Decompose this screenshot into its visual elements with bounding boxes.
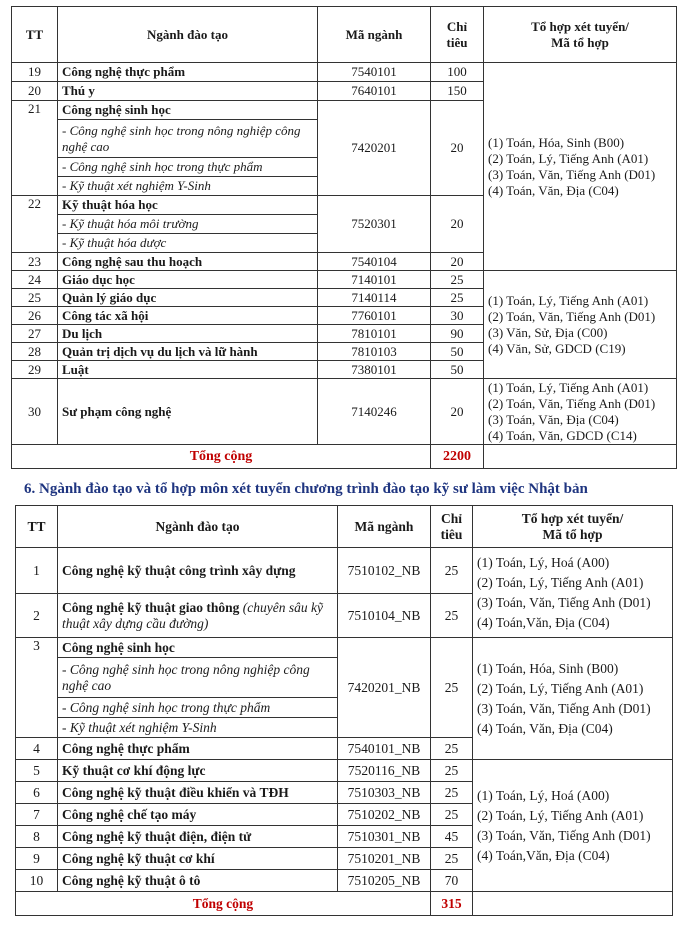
combo-line: (3) Toán, Văn, Tiếng Anh (D01)	[477, 827, 651, 843]
row-sub-major: - Kỹ thuật hóa dược	[58, 234, 318, 253]
row-code: 7420201	[318, 101, 431, 196]
row-tt: 19	[12, 63, 58, 82]
row-quota: 20	[431, 253, 484, 271]
row-tt: 9	[16, 848, 58, 870]
combo-line: (2) Toán, Văn, Tiếng Anh (D01)	[488, 395, 656, 411]
row-quota: 90	[431, 325, 484, 343]
row-major-name: Sư phạm công nghệ	[58, 379, 318, 445]
table-row	[16, 760, 673, 782]
row-tt: 26	[12, 307, 58, 325]
admissions-table-1	[11, 6, 677, 469]
combo-line: (1) Toán, Lý, Hoá (A00)	[477, 554, 610, 570]
combo-cell	[484, 271, 677, 379]
header-combo-line2: Mã tổ hợp	[551, 34, 609, 50]
row-quota: 45	[431, 826, 473, 848]
row-quota: 25	[431, 271, 484, 289]
row-quota: 25	[431, 548, 473, 594]
col-header-tt: TT	[16, 506, 58, 548]
row-major-name: Công nghệ sinh học	[58, 101, 318, 120]
header-quota-line2: tiêu	[446, 34, 468, 50]
row-major-name: Công nghệ kỹ thuật công trình xây dựng	[58, 548, 338, 594]
row-major-name	[58, 594, 338, 638]
row-tt: 8	[16, 826, 58, 848]
row-tt: 4	[16, 738, 58, 760]
combo-line: (1) Toán, Hóa, Sinh (B00)	[488, 134, 625, 150]
row-code: 7810103	[318, 343, 431, 361]
row-quota: 20	[431, 379, 484, 445]
row-major-name: Công tác xã hội	[58, 307, 318, 325]
combo-line: (3) Toán, Văn, Tiếng Anh (D01)	[477, 594, 651, 610]
col-header-quota	[431, 7, 484, 63]
header-quota-line1: Chỉ	[440, 510, 462, 526]
total-row	[12, 445, 677, 469]
row-quota: 50	[431, 343, 484, 361]
row-quota: 25	[431, 738, 473, 760]
row-tt: 3	[16, 638, 58, 738]
table-row	[12, 379, 677, 445]
combo-cell	[473, 548, 673, 638]
section-heading: 6. Ngành đào tạo và tổ hợp môn xét tuyển chương trình đào tạo kỹ sư làm việc Nhật bản	[24, 481, 588, 497]
combo-line: (3) Toán, Văn, Địa (C04)	[488, 411, 619, 427]
row-major-name: Công nghệ kỹ thuật ô tô	[58, 870, 338, 892]
row-major-name: Công nghệ thực phẩm	[58, 63, 318, 82]
row-major-name: Luật	[58, 361, 318, 379]
total-value: 2200	[431, 445, 484, 469]
row-code: 7510201_NB	[338, 848, 431, 870]
combo-cell	[484, 379, 677, 445]
row-major-name: Công nghệ thực phẩm	[58, 738, 338, 760]
row-quota: 30	[431, 307, 484, 325]
row-major-name: Quản trị dịch vụ du lịch và lữ hành	[58, 343, 318, 361]
row-quota: 70	[431, 870, 473, 892]
row-tt: 1	[16, 548, 58, 594]
row-quota: 20	[431, 196, 484, 253]
row-major-name: Công nghệ sinh học	[58, 638, 338, 658]
combo-line: (2) Toán, Văn, Tiếng Anh (D01)	[488, 308, 656, 324]
row-tt: 21	[12, 101, 58, 196]
row-tt: 20	[12, 82, 58, 101]
combo-line: (1) Toán, Lý, Tiếng Anh (A01)	[488, 292, 649, 308]
row-tt: 22	[12, 196, 58, 253]
row-code: 7540101_NB	[338, 738, 431, 760]
row-code: 7540101	[318, 63, 431, 82]
row-tt: 10	[16, 870, 58, 892]
row-code: 7420201_NB	[338, 638, 431, 738]
row-tt: 29	[12, 361, 58, 379]
row-tt: 27	[12, 325, 58, 343]
combo-line: (1) Toán, Hóa, Sinh (B00)	[477, 660, 619, 676]
row-code: 7520116_NB	[338, 760, 431, 782]
row-code: 7140101	[318, 271, 431, 289]
combo-line: (1) Toán, Lý, Tiếng Anh (A01)	[488, 379, 649, 395]
table-header-row	[16, 506, 673, 548]
combo-line: (3) Toán, Văn, Tiếng Anh (D01)	[488, 166, 656, 182]
row-code: 7140246	[318, 379, 431, 445]
table-row	[12, 271, 677, 289]
row-code: 7510301_NB	[338, 826, 431, 848]
total-value: 315	[431, 892, 473, 916]
row-quota: 50	[431, 361, 484, 379]
row-tt: 2	[16, 594, 58, 638]
row-major-name: Công nghệ kỹ thuật điện, điện tử	[58, 826, 338, 848]
row-code: 7520301	[318, 196, 431, 253]
table-row	[12, 63, 677, 82]
row-sub-major: - Công nghệ sinh học trong thực phẩm	[58, 158, 318, 177]
total-row	[16, 892, 673, 916]
row-major-name: Quản lý giáo dục	[58, 289, 318, 307]
row-tt: 25	[12, 289, 58, 307]
row-code: 7760101	[318, 307, 431, 325]
row-code: 7510104_NB	[338, 594, 431, 638]
row-tt: 28	[12, 343, 58, 361]
row-major-name: Công nghệ sau thu hoạch	[58, 253, 318, 271]
header-combo-line1: Tổ hợp xét tuyển/	[531, 18, 629, 34]
row-major-name: Công nghệ kỹ thuật cơ khí	[58, 848, 338, 870]
row-tt: 24	[12, 271, 58, 289]
row-quota: 20	[431, 101, 484, 196]
total-empty-cell	[473, 892, 673, 916]
combo-line: (4) Toán,Văn, Địa (C04)	[477, 847, 610, 863]
col-header-code: Mã ngành	[338, 506, 431, 548]
combo-line: (4) Toán, Văn, Địa (C04)	[477, 720, 613, 736]
row-code: 7540104	[318, 253, 431, 271]
row-code: 7510102_NB	[338, 548, 431, 594]
combo-cell	[484, 63, 677, 271]
row-major-name: Kỹ thuật hóa học	[58, 196, 318, 215]
table-row	[16, 548, 673, 594]
row-tt: 6	[16, 782, 58, 804]
table-header-row	[12, 7, 677, 63]
row-sub-major: - Kỹ thuật hóa môi trường	[58, 215, 318, 234]
row-code: 7510202_NB	[338, 804, 431, 826]
col-header-major: Ngành đào tạo	[58, 7, 318, 63]
row-code: 7810101	[318, 325, 431, 343]
row-quota: 25	[431, 804, 473, 826]
row-quota: 25	[431, 638, 473, 738]
row-major-title: Công nghệ kỹ thuật giao thông	[62, 599, 240, 615]
row-quota: 25	[431, 760, 473, 782]
row-sub-major: - Kỹ thuật xét nghiệm Y-Sinh	[58, 718, 338, 738]
row-tt: 5	[16, 760, 58, 782]
col-header-combo	[484, 7, 677, 63]
combo-line: (4) Văn, Sử, GDCD (C19)	[488, 340, 626, 356]
combo-line: (2) Toán, Lý, Tiếng Anh (A01)	[477, 680, 644, 696]
row-quota: 25	[431, 594, 473, 638]
row-quota: 25	[431, 848, 473, 870]
row-major-name: Du lịch	[58, 325, 318, 343]
combo-line: (2) Toán, Lý, Tiếng Anh (A01)	[488, 150, 649, 166]
col-header-quota	[431, 506, 473, 548]
row-tt: 7	[16, 804, 58, 826]
total-label: Tổng cộng	[12, 445, 431, 469]
row-major-name: Thú y	[58, 82, 318, 101]
row-quota: 150	[431, 82, 484, 101]
combo-line: (1) Toán, Lý, Hoá (A00)	[477, 787, 610, 803]
header-quota-line1: Chỉ	[446, 18, 468, 34]
header-combo-line1: Tổ hợp xét tuyển/	[521, 510, 624, 526]
col-header-code: Mã ngành	[318, 7, 431, 63]
table-row	[16, 638, 673, 658]
row-sub-major: - Công nghệ sinh học trong nông nghiệp công nghệ cao	[58, 120, 318, 158]
row-quota: 100	[431, 63, 484, 82]
header-combo-line2: Mã tổ hợp	[542, 526, 603, 542]
combo-line: (4) Toán, Văn, GDCD (C14)	[488, 427, 637, 443]
row-major-name: Giáo dục học	[58, 271, 318, 289]
row-major-note: (chuyên sâu kỹ thuật xây dựng cầu đường)	[62, 599, 324, 631]
row-code: 7510205_NB	[338, 870, 431, 892]
row-sub-major: - Công nghệ sinh học trong nông nghiệp công nghệ cao	[58, 658, 338, 698]
row-code: 7140114	[318, 289, 431, 307]
total-empty-cell	[484, 445, 677, 469]
row-tt: 23	[12, 253, 58, 271]
admissions-table-2	[15, 505, 673, 916]
row-code: 7640101	[318, 82, 431, 101]
combo-line: (3) Văn, Sử, Địa (C00)	[488, 324, 608, 340]
row-quota: 25	[431, 289, 484, 307]
col-header-tt: TT	[12, 7, 58, 63]
col-header-combo	[473, 506, 673, 548]
row-code: 7380101	[318, 361, 431, 379]
combo-line: (4) Toán,Văn, Địa (C04)	[477, 614, 610, 630]
row-major-name: Công nghệ chế tạo máy	[58, 804, 338, 826]
header-quota-line2: tiêu	[440, 526, 463, 542]
combo-line: (3) Toán, Văn, Tiếng Anh (D01)	[477, 700, 651, 716]
row-quota: 25	[431, 782, 473, 804]
total-label: Tổng cộng	[16, 892, 431, 916]
combo-cell	[473, 638, 673, 760]
row-major-name: Kỹ thuật cơ khí động lực	[58, 760, 338, 782]
combo-cell	[473, 760, 673, 892]
combo-line: (2) Toán, Lý, Tiếng Anh (A01)	[477, 807, 644, 823]
combo-line: (2) Toán, Lý, Tiếng Anh (A01)	[477, 574, 644, 590]
row-sub-major: - Kỹ thuật xét nghiệm Y-Sinh	[58, 177, 318, 196]
row-code: 7510303_NB	[338, 782, 431, 804]
row-sub-major: - Công nghệ sinh học trong thực phẩm	[58, 698, 338, 718]
row-major-name: Công nghệ kỹ thuật điều khiển và TĐH	[58, 782, 338, 804]
col-header-major: Ngành đào tạo	[58, 506, 338, 548]
row-tt: 30	[12, 379, 58, 445]
combo-line: (4) Toán, Văn, Địa (C04)	[488, 182, 619, 198]
